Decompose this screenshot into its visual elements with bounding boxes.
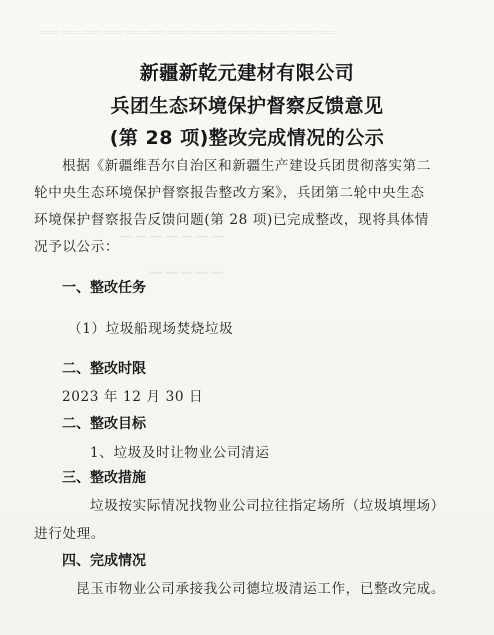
intro-line-1: 根据《新疆维吾尔自治区和新疆生产建设兵团贯彻落实第二 (62, 158, 432, 174)
section-content-measures-line-1: 垃圾按实际情况找物业公司拉往指定场所（垃圾填埋场） (90, 498, 445, 514)
document-title-line-2: 兵团生态环境保护督察反馈意见 (110, 95, 384, 117)
section-heading-measures: 三、整改措施 (62, 470, 146, 486)
section-content-goal: 1、垃圾及时让物业公司清运 (90, 445, 270, 461)
section-heading-completion: 四、完成情况 (62, 553, 146, 569)
bleed-through-texture: ━━ ━━ ━━ ━━ ━━ (150, 268, 223, 279)
bleed-through-texture: ━━ ━━ ━━ ━━ ━━ ━━ ━━ (120, 232, 224, 243)
section-content-deadline: 2023 年 12 月 30 日 (62, 389, 204, 405)
section-heading-deadline: 二、整改时限 (62, 361, 146, 377)
section-content-task: （1）垃圾船现场焚烧垃圾 (68, 321, 234, 337)
document-title-line-1: 新疆新乾元建材有限公司 (139, 62, 355, 84)
bleed-through-texture: ═══ ═══ ═══ ═══ ═══ ═══ ═══ ═══ ═══ ═══ ═══ ═══ ═══ ═══ (40, 28, 335, 39)
section-heading-goal: 二、整改目标 (62, 416, 146, 432)
section-heading-task: 一、整改任务 (62, 280, 146, 296)
intro-line-3: 环境保护督察报告反馈问题(第 28 项)已完成整改，现将具体情 (34, 212, 429, 228)
intro-line-2: 轮中央生态环境保护督察报告整改方案》，兵团第二轮中央生态 (34, 185, 425, 201)
document-title-line-3: (第 28 项)整改完成情况的公示 (109, 127, 385, 149)
section-content-completion: 昆玉市物业公司承接我公司德垃圾清运工作，已整改完成。 (76, 581, 446, 597)
intro-line-4: 况予以公示： (34, 239, 120, 255)
section-content-measures-line-2: 进行处理。 (34, 526, 105, 542)
